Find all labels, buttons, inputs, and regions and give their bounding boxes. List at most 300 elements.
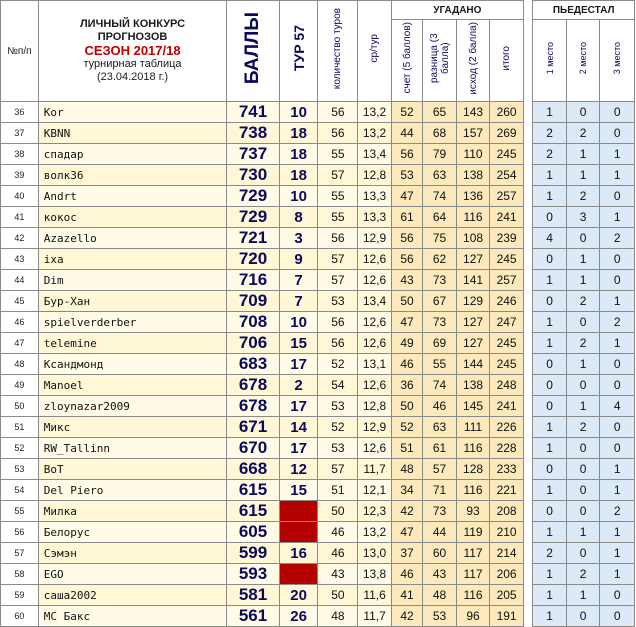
row-number: 40: [1, 186, 39, 207]
guessed-score: 44: [391, 123, 422, 144]
podium-third: 0: [600, 186, 635, 207]
player-name: BoT: [38, 459, 227, 480]
player-name: telemine: [38, 333, 227, 354]
row-spacer: [523, 249, 532, 270]
row-number: 50: [1, 396, 39, 417]
tours-count: 57: [318, 165, 358, 186]
points-value: 561: [227, 606, 279, 627]
table-row: [1, 144, 635, 165]
podium-first: 1: [533, 165, 567, 186]
row-number: 36: [1, 102, 39, 123]
title-line-2: ПРОГНОЗОВ: [97, 30, 168, 43]
guessed-total: 210: [490, 522, 524, 543]
row-spacer: [523, 165, 532, 186]
guessed-diff: 46: [423, 396, 457, 417]
podium-third: 1: [600, 333, 635, 354]
guessed-diff: 60: [423, 543, 457, 564]
average-per-tour: 12,8: [358, 396, 392, 417]
average-per-tour: 13,4: [358, 144, 392, 165]
guessed-total: 239: [490, 228, 524, 249]
col-header-score: счет (5 баллов): [391, 20, 422, 102]
guessed-outcome: 138: [456, 375, 490, 396]
row-number: 51: [1, 417, 39, 438]
guessed-score: 47: [391, 522, 422, 543]
average-per-tour: 11,7: [358, 606, 392, 627]
row-spacer: [523, 564, 532, 585]
podium-third: 0: [600, 249, 635, 270]
row-number: 54: [1, 480, 39, 501]
podium-second: 0: [566, 459, 600, 480]
row-number: 49: [1, 375, 39, 396]
podium-second: 2: [566, 564, 600, 585]
guessed-diff: 68: [423, 123, 457, 144]
tour-points: 8: [279, 207, 318, 228]
podium-third: 0: [600, 585, 635, 606]
tours-count: 53: [318, 291, 358, 312]
guessed-outcome: 157: [456, 123, 490, 144]
guessed-total: 241: [490, 396, 524, 417]
guessed-total: 246: [490, 291, 524, 312]
guessed-score: 50: [391, 291, 422, 312]
guessed-outcome: 93: [456, 501, 490, 522]
guessed-total: 191: [490, 606, 524, 627]
average-per-tour: 13,4: [358, 291, 392, 312]
table-row: [1, 123, 635, 144]
row-spacer: [523, 438, 532, 459]
podium-third: 2: [600, 228, 635, 249]
player-name: саша2002: [38, 585, 227, 606]
tour-points: 3: [279, 228, 318, 249]
podium-second: 2: [566, 123, 600, 144]
podium-first: 0: [533, 291, 567, 312]
guessed-diff: 69: [423, 333, 457, 354]
tours-count: 48: [318, 606, 358, 627]
average-per-tour: 13,2: [358, 522, 392, 543]
average-per-tour: 12,6: [358, 249, 392, 270]
tour-points: 10: [279, 102, 318, 123]
podium-second: 1: [566, 144, 600, 165]
guessed-score: 43: [391, 270, 422, 291]
guessed-outcome: 145: [456, 396, 490, 417]
row-spacer: [523, 333, 532, 354]
table-row: [1, 333, 635, 354]
table-row: [1, 102, 635, 123]
col-header-tours-count: количество туров: [318, 1, 358, 102]
player-name: спадар: [38, 144, 227, 165]
tours-count: 53: [318, 438, 358, 459]
podium-third: 1: [600, 459, 635, 480]
points-value: 729: [227, 186, 279, 207]
podium-second: 0: [566, 543, 600, 564]
podium-first: 1: [533, 522, 567, 543]
guessed-total: 247: [490, 312, 524, 333]
guessed-outcome: 138: [456, 165, 490, 186]
table-row: [1, 522, 635, 543]
player-name: Милка: [38, 501, 227, 522]
guessed-outcome: 127: [456, 312, 490, 333]
podium-third: 1: [600, 165, 635, 186]
tour-points: 20: [279, 585, 318, 606]
col-header-average: ср/тур: [358, 1, 392, 102]
player-name: zloynazar2009: [38, 396, 227, 417]
group-header-podium: ПЬЕДЕСТАЛ: [533, 1, 635, 20]
points-value: 599: [227, 543, 279, 564]
guessed-score: 56: [391, 144, 422, 165]
podium-first: 0: [533, 375, 567, 396]
row-spacer: [523, 354, 532, 375]
guessed-score: 61: [391, 207, 422, 228]
row-number: 45: [1, 291, 39, 312]
col-header-outcome: исход (2 балла): [456, 20, 490, 102]
guessed-outcome: 127: [456, 333, 490, 354]
tours-count: 46: [318, 543, 358, 564]
average-per-tour: 12,3: [358, 501, 392, 522]
podium-second: 0: [566, 375, 600, 396]
points-value: 708: [227, 312, 279, 333]
col-header-diff: разница (3 балла): [423, 20, 457, 102]
tour-points: 10: [279, 186, 318, 207]
row-spacer: [523, 291, 532, 312]
col-header-place-1: 1 место: [533, 20, 567, 102]
player-name: волк36: [38, 165, 227, 186]
guessed-total: 226: [490, 417, 524, 438]
guessed-outcome: 116: [456, 438, 490, 459]
row-number: 48: [1, 354, 39, 375]
row-number: 58: [1, 564, 39, 585]
player-name: Kor: [38, 102, 227, 123]
table-title-block: [38, 1, 227, 102]
average-per-tour: 13,3: [358, 186, 392, 207]
podium-first: 0: [533, 207, 567, 228]
points-value: 730: [227, 165, 279, 186]
row-number: 42: [1, 228, 39, 249]
tour-points: 18: [279, 165, 318, 186]
guessed-diff: 73: [423, 501, 457, 522]
podium-first: 1: [533, 270, 567, 291]
podium-third: 1: [600, 207, 635, 228]
guessed-outcome: 119: [456, 522, 490, 543]
guessed-score: 34: [391, 480, 422, 501]
points-value: 671: [227, 417, 279, 438]
average-per-tour: 13,1: [358, 354, 392, 375]
col-header-place-3: 3 место: [600, 20, 635, 102]
table-row: [1, 543, 635, 564]
tours-count: 56: [318, 102, 358, 123]
average-per-tour: 13,2: [358, 102, 392, 123]
col-header-tour: ТУР 57: [279, 1, 318, 102]
points-value: 593: [227, 564, 279, 585]
row-spacer: [523, 606, 532, 627]
row-spacer: [523, 543, 532, 564]
average-per-tour: 11,7: [358, 459, 392, 480]
table-row: [1, 501, 635, 522]
guessed-outcome: 110: [456, 144, 490, 165]
group-header-guessed: УГАДАНО: [391, 1, 523, 20]
podium-first: 2: [533, 123, 567, 144]
podium-second: 0: [566, 501, 600, 522]
guessed-total: 206: [490, 564, 524, 585]
player-name: Andrt: [38, 186, 227, 207]
row-number: 55: [1, 501, 39, 522]
col-header-place-2: 2 место: [566, 20, 600, 102]
tours-count: 50: [318, 585, 358, 606]
tours-count: 56: [318, 312, 358, 333]
tour-points: [279, 564, 318, 585]
guessed-total: 214: [490, 543, 524, 564]
guessed-score: 52: [391, 102, 422, 123]
player-name: кокос: [38, 207, 227, 228]
guessed-total: 245: [490, 249, 524, 270]
guessed-score: 47: [391, 186, 422, 207]
points-value: 668: [227, 459, 279, 480]
podium-third: 0: [600, 270, 635, 291]
guessed-total: 221: [490, 480, 524, 501]
points-value: 605: [227, 522, 279, 543]
podium-second: 0: [566, 438, 600, 459]
tour-points: 17: [279, 396, 318, 417]
table-row: [1, 228, 635, 249]
row-number: 44: [1, 270, 39, 291]
average-per-tour: 12,9: [358, 228, 392, 249]
table-row: [1, 396, 635, 417]
average-per-tour: 12,6: [358, 438, 392, 459]
points-value: 737: [227, 144, 279, 165]
podium-second: 1: [566, 165, 600, 186]
col-header-number: №п/п: [1, 1, 39, 102]
podium-third: 1: [600, 480, 635, 501]
average-per-tour: 13,2: [358, 123, 392, 144]
points-value: 721: [227, 228, 279, 249]
tours-count: 55: [318, 186, 358, 207]
points-value: 738: [227, 123, 279, 144]
podium-third: 1: [600, 291, 635, 312]
tours-count: 56: [318, 333, 358, 354]
row-number: 38: [1, 144, 39, 165]
guessed-total: 245: [490, 144, 524, 165]
guessed-outcome: 136: [456, 186, 490, 207]
podium-second: 0: [566, 102, 600, 123]
podium-first: 0: [533, 501, 567, 522]
podium-second: 3: [566, 207, 600, 228]
guessed-outcome: 108: [456, 228, 490, 249]
tour-points: 10: [279, 312, 318, 333]
player-name: Сэмэн: [38, 543, 227, 564]
average-per-tour: 12,9: [358, 417, 392, 438]
row-spacer: [523, 501, 532, 522]
podium-third: 0: [600, 102, 635, 123]
average-per-tour: 12,6: [358, 270, 392, 291]
podium-first: 1: [533, 417, 567, 438]
guessed-outcome: 116: [456, 207, 490, 228]
tour-points: 17: [279, 354, 318, 375]
row-spacer: [523, 480, 532, 501]
tours-count: 52: [318, 354, 358, 375]
row-spacer: [523, 396, 532, 417]
table-row: [1, 291, 635, 312]
tours-count: 53: [318, 396, 358, 417]
guessed-score: 47: [391, 312, 422, 333]
guessed-outcome: 117: [456, 543, 490, 564]
table-row: [1, 354, 635, 375]
guessed-outcome: 128: [456, 459, 490, 480]
podium-first: 0: [533, 396, 567, 417]
table-subtitle: турнирная таблица: [83, 58, 182, 71]
tour-points: [279, 501, 318, 522]
season-label: СЕЗОН 2017/18: [84, 42, 181, 58]
guessed-diff: 44: [423, 522, 457, 543]
row-number: 52: [1, 438, 39, 459]
row-number: 59: [1, 585, 39, 606]
row-number: 39: [1, 165, 39, 186]
tours-count: 57: [318, 459, 358, 480]
table-row: [1, 165, 635, 186]
tour-points: 7: [279, 270, 318, 291]
row-number: 57: [1, 543, 39, 564]
podium-first: 1: [533, 102, 567, 123]
guessed-outcome: 116: [456, 480, 490, 501]
tour-points: 15: [279, 480, 318, 501]
podium-first: 1: [533, 564, 567, 585]
podium-first: 1: [533, 312, 567, 333]
points-value: 709: [227, 291, 279, 312]
guessed-total: 269: [490, 123, 524, 144]
tour-points: [279, 522, 318, 543]
guessed-diff: 57: [423, 459, 457, 480]
guessed-total: 208: [490, 501, 524, 522]
table-row: [1, 417, 635, 438]
table-row: [1, 375, 635, 396]
tour-points: 26: [279, 606, 318, 627]
guessed-outcome: 129: [456, 291, 490, 312]
table-row: [1, 438, 635, 459]
tour-points: 15: [279, 333, 318, 354]
guessed-score: 56: [391, 228, 422, 249]
guessed-score: 49: [391, 333, 422, 354]
player-name: KBNN: [38, 123, 227, 144]
player-name: Dim: [38, 270, 227, 291]
podium-third: 0: [600, 123, 635, 144]
podium-second: 2: [566, 291, 600, 312]
guessed-diff: 55: [423, 354, 457, 375]
guessed-score: 46: [391, 564, 422, 585]
guessed-score: 42: [391, 501, 422, 522]
podium-second: 1: [566, 396, 600, 417]
row-number: 43: [1, 249, 39, 270]
guessed-outcome: 117: [456, 564, 490, 585]
podium-third: 2: [600, 501, 635, 522]
points-value: 706: [227, 333, 279, 354]
row-spacer: [523, 270, 532, 291]
guessed-total: 241: [490, 207, 524, 228]
row-spacer: [523, 186, 532, 207]
guessed-total: 260: [490, 102, 524, 123]
player-name: ixa: [38, 249, 227, 270]
guessed-total: 257: [490, 186, 524, 207]
player-name: Manoel: [38, 375, 227, 396]
guessed-score: 52: [391, 417, 422, 438]
player-name: spielverderber: [38, 312, 227, 333]
table-row: [1, 606, 635, 627]
points-value: 720: [227, 249, 279, 270]
guessed-total: 228: [490, 438, 524, 459]
player-name: Белорус: [38, 522, 227, 543]
guessed-score: 51: [391, 438, 422, 459]
player-name: Azazello: [38, 228, 227, 249]
tour-points: 17: [279, 438, 318, 459]
podium-third: 1: [600, 543, 635, 564]
tours-count: 56: [318, 228, 358, 249]
player-name: Микс: [38, 417, 227, 438]
tours-count: 51: [318, 480, 358, 501]
row-spacer: [523, 228, 532, 249]
table-row: [1, 480, 635, 501]
podium-third: 1: [600, 144, 635, 165]
average-per-tour: 12,1: [358, 480, 392, 501]
podium-second: 1: [566, 585, 600, 606]
row-spacer: [523, 522, 532, 543]
podium-second: 0: [566, 312, 600, 333]
podium-third: 2: [600, 312, 635, 333]
row-number: 53: [1, 459, 39, 480]
tours-count: 52: [318, 417, 358, 438]
row-number: 46: [1, 312, 39, 333]
podium-first: 1: [533, 186, 567, 207]
podium-second: 1: [566, 270, 600, 291]
tours-count: 46: [318, 522, 358, 543]
tour-points: 12: [279, 459, 318, 480]
tour-points: 18: [279, 144, 318, 165]
table-row: [1, 270, 635, 291]
podium-third: 1: [600, 522, 635, 543]
row-spacer: [523, 102, 532, 123]
average-per-tour: 12,8: [358, 165, 392, 186]
tours-count: 43: [318, 564, 358, 585]
tour-points: 9: [279, 249, 318, 270]
player-name: RW_Tallinn: [38, 438, 227, 459]
podium-third: 0: [600, 375, 635, 396]
podium-third: 0: [600, 606, 635, 627]
podium-second: 1: [566, 354, 600, 375]
tour-points: 2: [279, 375, 318, 396]
podium-first: 0: [533, 354, 567, 375]
row-spacer: [523, 417, 532, 438]
podium-third: 4: [600, 396, 635, 417]
row-spacer: [523, 123, 532, 144]
player-name: Del Piero: [38, 480, 227, 501]
tours-count: 55: [318, 207, 358, 228]
podium-first: 2: [533, 144, 567, 165]
guessed-outcome: 127: [456, 249, 490, 270]
podium-second: 2: [566, 417, 600, 438]
guessed-diff: 53: [423, 606, 457, 627]
points-value: 716: [227, 270, 279, 291]
guessed-score: 36: [391, 375, 422, 396]
tours-count: 55: [318, 144, 358, 165]
tour-points: 18: [279, 123, 318, 144]
podium-first: 1: [533, 606, 567, 627]
podium-second: 0: [566, 606, 600, 627]
average-per-tour: 12,6: [358, 312, 392, 333]
guessed-outcome: 144: [456, 354, 490, 375]
guessed-diff: 64: [423, 207, 457, 228]
row-spacer: [523, 375, 532, 396]
row-number: 47: [1, 333, 39, 354]
guessed-total: 257: [490, 270, 524, 291]
table-row: [1, 186, 635, 207]
tours-count: 54: [318, 375, 358, 396]
podium-first: 4: [533, 228, 567, 249]
table-date: (23.04.2018 г.): [96, 71, 169, 84]
